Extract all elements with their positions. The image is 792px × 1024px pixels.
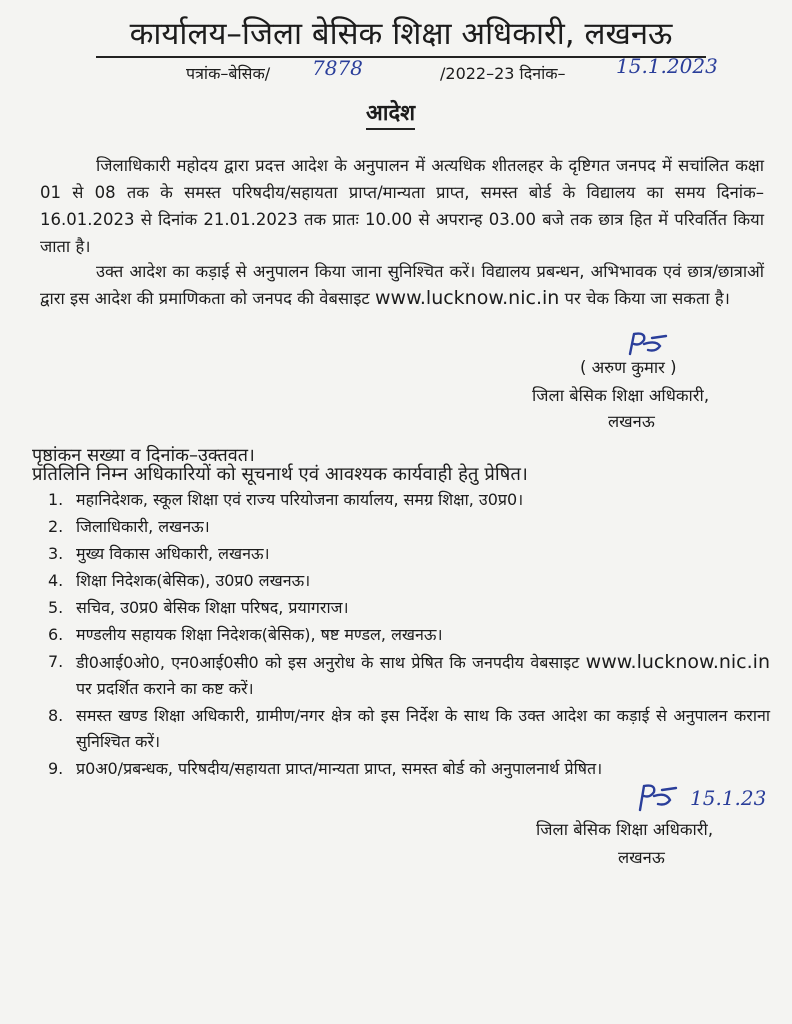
order-heading: आदेश — [366, 100, 415, 130]
list-item: 9. प्र0अ0/प्रबन्धक, परिषदीय/सहायता प्राप्त/मान्यता प्राप्त, समस्त बोर्ड को अनुपालनार्थ प्रेषित। — [48, 759, 603, 778]
list-item: 8. समस्त खण्ड शिक्षा अधिकारी, ग्रामीण/नगर क्षेत्र को इस निर्देश के साथ कि उक्त आदेश का कड़ाई से अनुपालन कराना सुनिश्चित करें। — [48, 706, 770, 751]
signatory-2-designation: जिला बेसिक शिक्षा अधिकारी, — [536, 820, 714, 839]
letter-date: 15.1.2023 — [616, 54, 718, 78]
handwritten-signature-icon — [636, 782, 680, 816]
list-item: 3. मुख्य विकास अधिकारी, लखनऊ। — [48, 544, 270, 563]
list-item: 7. डी0आई0ओ0, एन0आई0सी0 को इस अनुरोध के साथ प्रेषित कि जनपदीय वेबसाइट www.lucknow.nic.in पर प्रदर्शित कराने का कष्ट करें। — [48, 651, 770, 698]
list-item: 6. मण्डलीय सहायक शिक्षा निदेशक(बेसिक), षष्ट मण्डल, लखनऊ। — [48, 625, 443, 644]
year-date-label: /2022–23 दिनांक– — [440, 64, 566, 83]
list-item: 1. महानिदेशक, स्कूल शिक्षा एवं राज्य परियोजना कार्यालय, समग्र शिक्षा, उ0प्र0। — [48, 490, 524, 509]
signatory-2-place: लखनऊ — [618, 848, 665, 867]
list-item: 4. शिक्षा निदेशक(बेसिक), उ0प्र0 लखनऊ। — [48, 571, 311, 590]
paragraph-2-suffix: पर चेक किया जा सकता है। — [564, 289, 730, 308]
signatory-place: लखनऊ — [608, 412, 655, 431]
endorsement-line-1: पृष्ठांकन सख्या व दिनांक–उक्तवत। — [32, 445, 255, 466]
order-paragraph-2 — [40, 258, 764, 312]
signature-2-date: 15.1.23 — [690, 786, 767, 810]
office-title: कार्यालय–जिला बेसिक शिक्षा अधिकारी, लखनऊ — [96, 14, 706, 58]
website-url: www.lucknow.nic.in — [585, 651, 770, 673]
letter-prefix: पत्रांक–बेसिक/ — [186, 64, 271, 83]
signatory-name: ( अरुण कुमार ) — [580, 358, 677, 377]
website-url: www.lucknow.nic.in — [375, 287, 560, 309]
reference-line — [186, 54, 746, 86]
paragraph-2-text: उक्त आदेश का कड़ाई से अनुपालन किया जाना सुनिश्चित करें। विद्यालय प्रबन्धन, अभिभावक एवं छात्र/छात्राओं द्वारा इस आदेश की प्रमाणिकता को जनपद की वेबसाइट — [40, 262, 764, 308]
endorsement-line-2: प्रतिलिनि निम्न अधिकारियों को सूचनार्थ एवं आवश्यक कार्यवाही हेतु प्रेषित। — [32, 464, 528, 485]
order-paragraph-1: जिलाधिकारी महोदय द्वारा प्रदत्त आदेश के अनुपालन में अत्यधिक शीतलहर के दृष्टिगत जनपद में सचांलित कक्षा 01 से 08 तक के समस्त परिषदीय/सहायता प्राप्त/मान्यता प्राप्त, समस्त बोर्ड के विद्यालय का समय दिनांक–16.01.2023 से दिनांक 21.01.2023 तक प्रातः 10.00 से अपरान्ह 03.00 बजे तक छात्र हित में परिवर्तित किया जाता है। — [40, 156, 764, 256]
signatory-designation: जिला बेसिक शिक्षा अधिकारी, — [532, 386, 710, 405]
copy-recipients-list — [48, 487, 770, 783]
letter-number: 7878 — [312, 56, 363, 80]
list-item: 5. सचिव, उ0प्र0 बेसिक शिक्षा परिषद, प्रयागराज। — [48, 598, 349, 617]
list-item: 2. जिलाधिकारी, लखनऊ। — [48, 517, 210, 536]
